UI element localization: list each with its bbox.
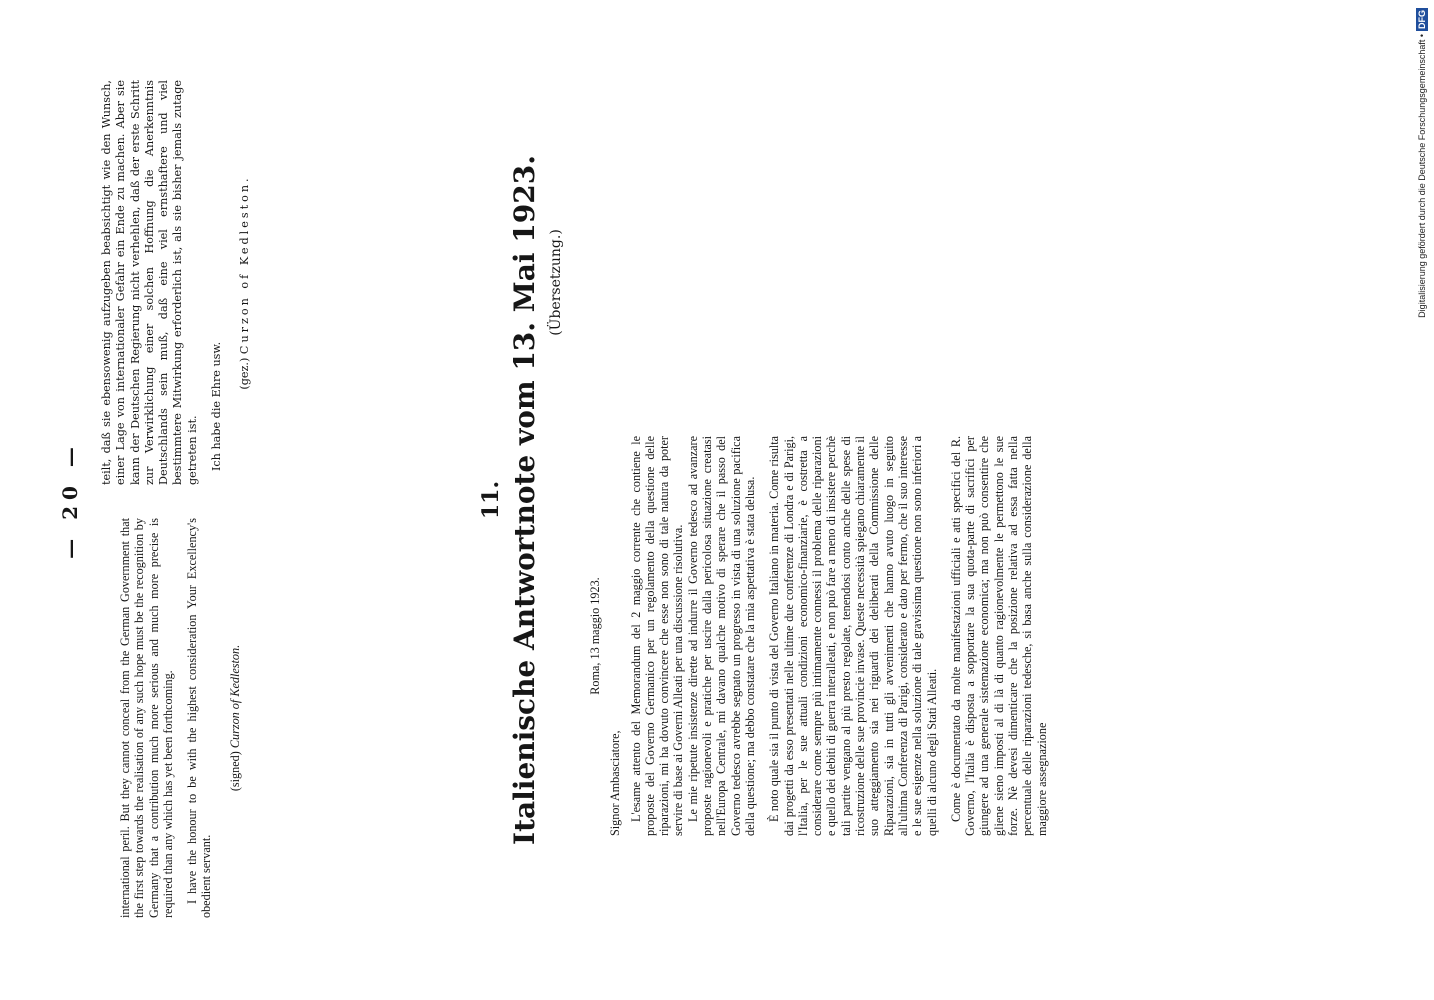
- signature-name: Curzon of Kedleston.: [238, 175, 252, 355]
- german-closing: Ich habe die Ehre usw.: [210, 341, 224, 471]
- italian-column: [588, 436, 1049, 836]
- english-closing: I have the honour to be with the highest consideration Your Excellency's obedient servant.: [185, 518, 214, 918]
- dfg-logo: DFG: [1417, 10, 1427, 29]
- signature-prefix: (gez.): [238, 357, 252, 390]
- italian-salutation: Signor Ambasciatore,: [608, 730, 623, 836]
- section-title: Italienische Antwortnote vom 13. Mai 1923.: [508, 155, 541, 845]
- italian-text: [580, 436, 1049, 918]
- italian-date: Roma, 13 maggio 1923.: [588, 577, 602, 695]
- english-text-top: [118, 518, 250, 918]
- digitization-note-text: [1410, 0, 1434, 1000]
- english-paragraph: international peril. But they cannot conceal from the German Government that the first step towards the realisation of any such hope must be the recognition by Germany that a contribution much more serious and much more precise is required than any which has yet been forthcoming.: [118, 518, 175, 918]
- signature-name: Curzon of Kedleston.: [227, 644, 242, 749]
- section-subtitle: (Übersetzung.): [548, 229, 564, 336]
- section-number: 11.: [478, 480, 504, 520]
- digitization-credit: Digitalisierung gefördert durch die Deutsche Forschungsgemeinschaft •: [1417, 34, 1427, 318]
- german-text: [572, 80, 1155, 485]
- page-number: — 20 —: [58, 441, 82, 559]
- italian-paragraph: L'esame attento del Memorandum del 2 maggio corrente che contiene le proposte del Governo Germanico per un regolamento della questione delle riparazioni, mi ha dovuto convincere che esse non sono di tale natura da poter servire di base ai Governi Alleati per una discussione risolutiva.: [628, 436, 686, 836]
- german-signature: [238, 80, 252, 485]
- signature-prefix: (signed): [227, 751, 242, 792]
- italian-paragraph: È noto quale sia il punto di vista del Governo Italiano in materia. Come risulta dai progetti da esso presentati nelle ultime due conferenze di Londra e di Parigi, l'Italia, per le sue attuali condizioni economico-finanziarie, è costretta a considerare come sempre più intimamente connessi il problema delle riparazioni e quello dei debiti di guerra interalleati, e non può fare a meno di insistere perchè tali partite vengano al più presto regolate, tenendosi conto anche delle spese di ricostruzione delle sue provincie invase. Queste necessità spiegano chiaramente il suo atteggiamento sia nei riguardi dei deliberati della Commissione delle Riparazioni, sia in tutti gli avvenimenti che hanno avuto luogo in seguito all'ultima Conferenza di Parigi, considerato e dato per fermo, che il suo interesse e le sue esigenze nella soluzione di tale gravissima questione non sono inferiori a quelli di alcuno degli Stati Alleati.: [767, 436, 939, 836]
- german-paragraph: teilt, daß sie ebensowenig aufzugeben beabsichtigt wie den Wunsch, einer Lage von internationaler Gefahr ein Ende zu machen. Aber sie kann der Deutschen Regierung nicht verhehlen, daß der erste Schritt zur Verwirklichung einer solchen Hoffnung die Anerkenntnis Deutschlands sein muß, daß eine viel ernsthaftere und viel bestimmtere Mitwirkung erforderlich ist, als sie bisher jemals zutage getreten ist.: [100, 80, 199, 485]
- italian-paragraph: Le mie ripetute insistenze dirette ad indurre il Governo tedesco ad avanzare proposte ragionevoli e pratiche per uscire dalla pericolosa situazione creatasi nell'Europa Centrale, mi davano qualche motivo di sperare che il passo del Governo tedesco avrebbe segnato un progresso in vista di una soluzione pacifica della questione; ma debbo constatare che la mia aspettativa è stata delusa.: [685, 436, 757, 836]
- italian-paragraph: Come è documentato da molte manifestazioni ufficiali e atti specifici del R. Governo, l'Italia è disposta a sopportare la sua quota-parte di sacrifici per giungere ad una generale sistemazione economica; ma non può consentire che gliene sieno imposti al di là di quanto ragionevolmente le permettono le sue forze. Nè devesi dimenticare che la posizione relativa ad essa fatta nella percentuale delle riparazioni tedesche, si basa anche sulla considerazione della maggiore assegnazione: [948, 436, 1049, 836]
- german-text-top: [100, 80, 261, 485]
- english-signature: [228, 518, 242, 918]
- digitization-note: [1410, 0, 1434, 1000]
